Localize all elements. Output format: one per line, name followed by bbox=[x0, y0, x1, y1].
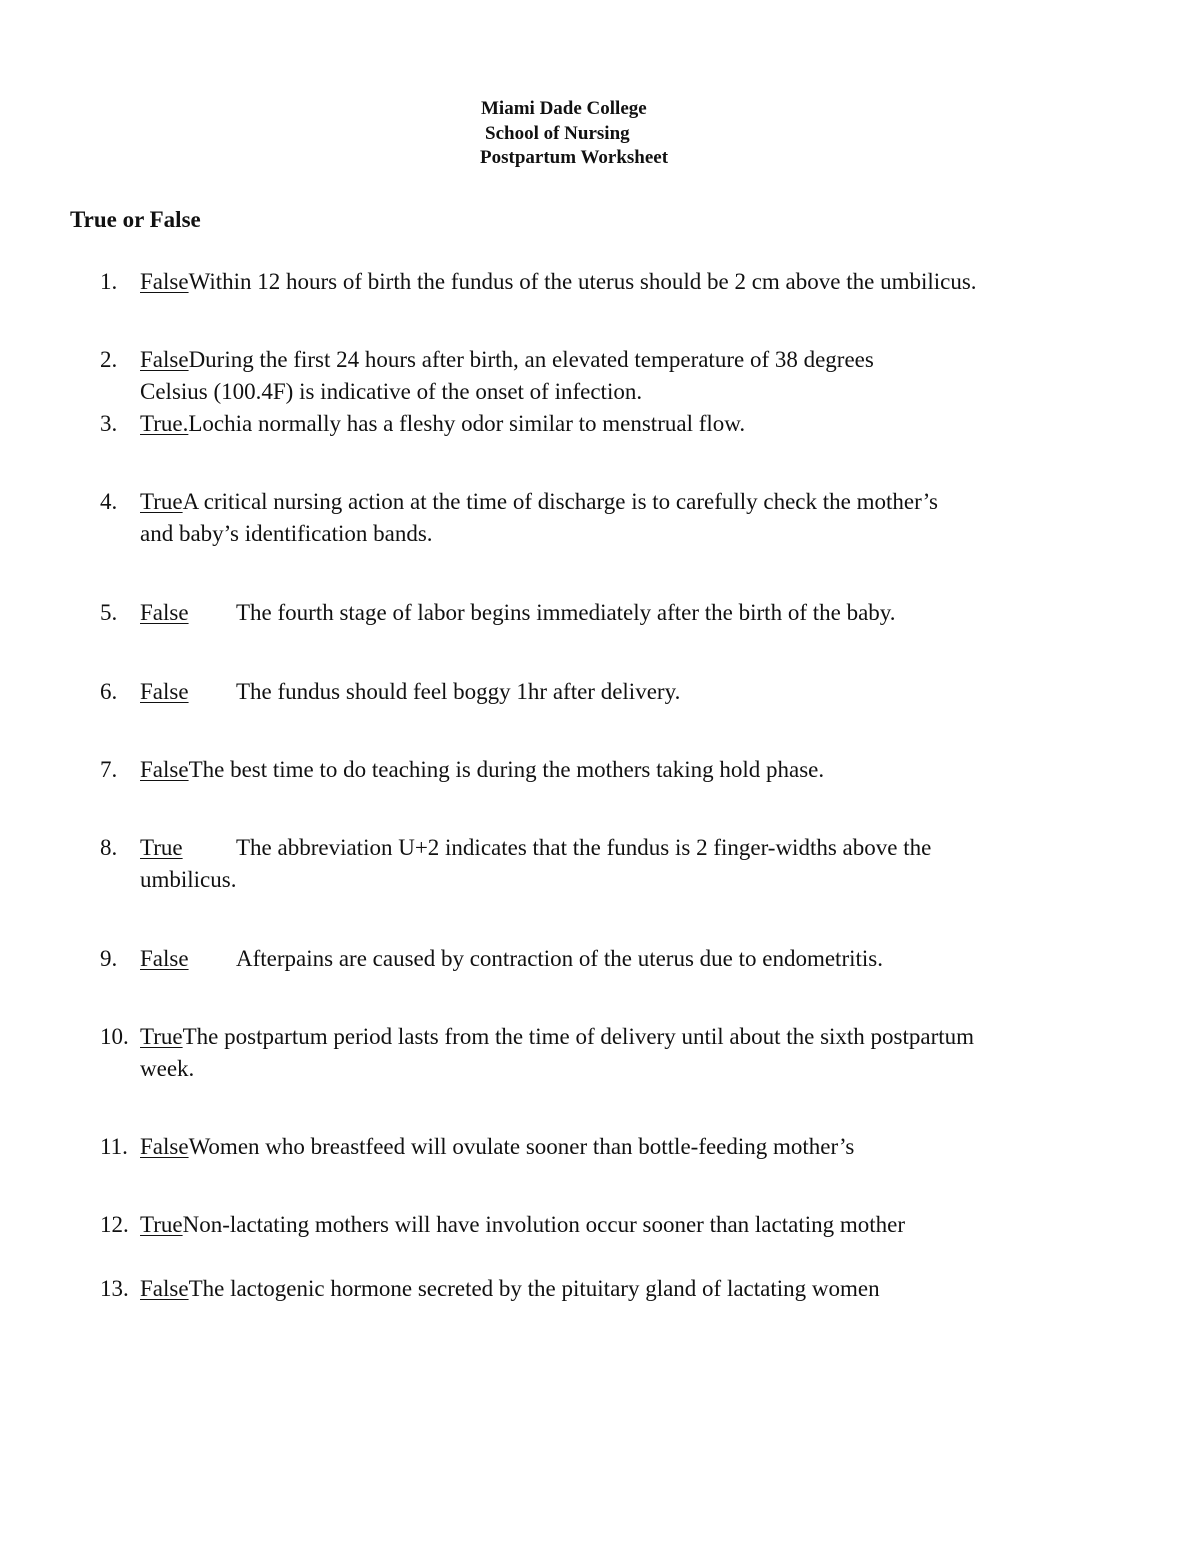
question-text: A critical nursing action at the time of discharge is to carefully check the mother’s bbox=[182, 489, 938, 514]
answer-blank: False bbox=[140, 347, 189, 372]
question-number: 12. bbox=[100, 1212, 129, 1237]
question-number: 2. bbox=[100, 347, 118, 372]
question-text: Lochia normally has a fleshy odor similar to menstrual flow. bbox=[188, 411, 746, 436]
question-text: Afterpains are caused by contraction of the uterus due to endometritis. bbox=[236, 946, 883, 971]
question-body bbox=[140, 754, 824, 786]
question-body bbox=[140, 1209, 905, 1241]
question-number: 10. bbox=[100, 1024, 129, 1049]
question-number: 4. bbox=[100, 489, 118, 514]
question-text: Women who breastfeed will ovulate sooner than bottle-feeding mother’s bbox=[188, 1134, 855, 1159]
question-body bbox=[140, 676, 680, 708]
question-body bbox=[140, 408, 745, 440]
question-body bbox=[140, 1021, 974, 1085]
question-number: 3. bbox=[100, 411, 118, 436]
question-text: The fourth stage of labor begins immediately after the birth of the baby. bbox=[236, 600, 896, 625]
answer-blank: True bbox=[140, 489, 183, 514]
question-text: The best time to do teaching is during the mothers taking hold phase. bbox=[188, 757, 825, 782]
answer-blank: False bbox=[140, 757, 189, 782]
school-name: School of Nursing bbox=[485, 123, 630, 144]
question-text: The abbreviation U+2 indicates that the fundus is 2 finger-widths above the bbox=[236, 835, 932, 860]
question-number: 6. bbox=[100, 679, 118, 704]
answer-blank: False bbox=[140, 600, 189, 625]
answer-blank: False bbox=[140, 946, 189, 971]
answer-blank: False bbox=[140, 679, 189, 704]
question-text-continued: and baby’s identification bands. bbox=[140, 521, 433, 546]
worksheet-title: Postpartum Worksheet bbox=[480, 147, 669, 168]
section-title: True or False bbox=[70, 207, 201, 232]
question-number: 7. bbox=[100, 757, 118, 782]
question-number: 11. bbox=[100, 1134, 128, 1159]
college-name: Miami Dade College bbox=[481, 98, 647, 119]
question-body bbox=[140, 832, 931, 896]
question-text: The postpartum period lasts from the time of delivery until about the sixth postpartum bbox=[182, 1024, 975, 1049]
question-text: Within 12 hours of birth the fundus of the uterus should be 2 cm above the umbilicus. bbox=[188, 269, 977, 294]
question-text: Non-lactating mothers will have involution occur sooner than lactating mother bbox=[182, 1212, 905, 1237]
question-text: The fundus should feel boggy 1hr after delivery. bbox=[236, 679, 681, 704]
question-body bbox=[140, 597, 896, 629]
question-text: During the first 24 hours after birth, an elevated temperature of 38 degrees bbox=[188, 347, 874, 372]
question-text-continued: week. bbox=[140, 1056, 195, 1081]
answer-blank: False bbox=[140, 1134, 189, 1159]
question-body bbox=[140, 486, 938, 550]
answer-blank: False bbox=[140, 1276, 189, 1301]
question-number: 9. bbox=[100, 946, 118, 971]
answer-blank: False bbox=[140, 269, 189, 294]
answer-blank: True bbox=[140, 1212, 183, 1237]
question-number: 5. bbox=[100, 600, 118, 625]
question-body bbox=[140, 266, 977, 298]
answer-blank: True bbox=[140, 1024, 183, 1049]
question-number: 13. bbox=[100, 1276, 129, 1301]
question-text-continued: Celsius (100.4F) is indicative of the onset of infection. bbox=[140, 379, 643, 404]
question-body bbox=[140, 344, 874, 408]
question-text-continued: umbilicus. bbox=[140, 867, 237, 892]
question-number: 8. bbox=[100, 835, 118, 860]
question-body bbox=[140, 943, 883, 975]
question-body bbox=[140, 1131, 854, 1163]
question-body bbox=[140, 1273, 880, 1305]
question-number: 1. bbox=[100, 269, 118, 294]
question-text: The lactogenic hormone secreted by the pituitary gland of lactating women bbox=[188, 1276, 880, 1301]
answer-blank: True bbox=[140, 835, 183, 860]
answer-blank: True. bbox=[140, 411, 189, 436]
